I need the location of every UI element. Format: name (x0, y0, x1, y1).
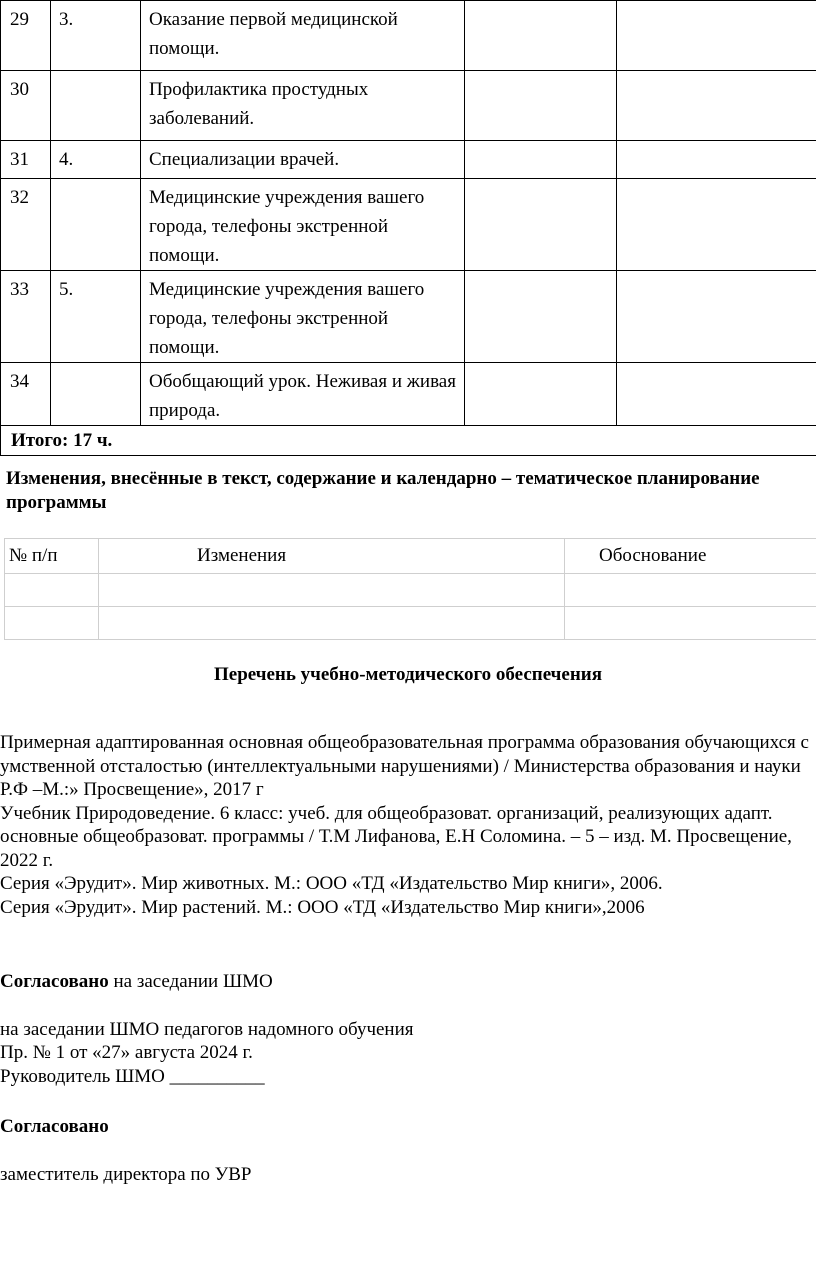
list-item: Примерная адаптированная основная общеобразовательная программа образования обучающихся с умственной отсталостью (интеллектуальными нарушениями) / Министерства образования и науки Р.Ф –М.:» Просвещение», 2017 г (0, 732, 809, 800)
table-header-row (5, 539, 816, 574)
approval-title: Согласовано (0, 1116, 109, 1137)
section-number (51, 363, 141, 426)
section-number (51, 179, 141, 271)
table-row (1, 179, 816, 271)
lesson-topic: Медицинские учреждения вашего города, телефоны экстренной помощи. (141, 271, 465, 363)
list-item: Серия «Эрудит». Мир животных. М.: ООО «ТД «Издательство Мир книги», 2006. (0, 873, 663, 894)
list-item: Учебник Природоведение. 6 класс: учеб. для общеобразоват. организаций, реализующих адапт. основные общеобразоват. программы / Т.М Лифанова, Е.Н Соломина. – 5 – изд. М. Просвещение, 2022 г. (0, 802, 792, 871)
changes-heading: Изменения, внесённые в текст, содержание и календарно – тематическое планирование программы (6, 468, 760, 513)
empty-cell (617, 179, 816, 271)
table-row (1, 363, 816, 426)
approval-title: Согласовано (0, 971, 109, 992)
empty-cell (5, 574, 99, 607)
empty-cell (465, 71, 617, 141)
empty-cell (565, 607, 816, 640)
spacer (0, 994, 816, 1018)
empty-cell (465, 363, 617, 426)
empty-cell (5, 607, 99, 640)
empty-cell (617, 1, 816, 71)
approval-line: заместитель директора по УВР (0, 1163, 252, 1185)
row-number: 33 (1, 271, 51, 363)
section-number: 3. (51, 1, 141, 71)
empty-cell (465, 271, 617, 363)
empty-cell (99, 607, 565, 640)
table-row (1, 71, 816, 141)
section-number (51, 71, 141, 141)
column-header-reason: Обоснование (565, 539, 816, 574)
empty-cell (617, 271, 816, 363)
column-header-changes: Изменения (99, 539, 565, 574)
lesson-topic: Специализации врачей. (141, 141, 465, 179)
lessons-table (0, 0, 816, 456)
section-number: 4. (51, 141, 141, 179)
approval-title-rest: на заседании ШМО (108, 971, 273, 992)
approval-block-shmo (0, 970, 816, 1088)
approval-line: Руководитель ШМО __________ (0, 1065, 265, 1087)
methods-heading: Перечень учебно-методического обеспечения (213, 664, 602, 685)
approval-line: на заседании ШМО педагогов надомного обучения (0, 1018, 414, 1040)
column-header-number: № п/п (5, 539, 99, 574)
total-hours: Итого: 17 ч. (1, 426, 816, 456)
row-number: 31 (1, 141, 51, 179)
table-row (1, 271, 816, 363)
table-row (1, 1, 816, 71)
empty-cell (617, 141, 816, 179)
approval-block-deputy (0, 1115, 816, 1186)
empty-cell (465, 141, 617, 179)
table-row (1, 141, 816, 179)
approval-title-line (0, 970, 816, 994)
total-row (1, 426, 816, 456)
empty-cell (617, 71, 816, 141)
approval-line: Пр. № 1 от «27» августа 2024 г. (0, 1042, 253, 1063)
empty-cell (465, 179, 617, 271)
lesson-topic: Медицинские учреждения вашего города, телефоны экстренной помощи. (141, 179, 465, 271)
list-item: Серия «Эрудит». Мир растений. М.: ООО «ТД «Издательство Мир книги»,2006 (0, 896, 645, 918)
empty-cell (465, 1, 617, 71)
methods-list (0, 731, 816, 919)
lesson-topic: Обобщающий урок. Неживая и живая природа. (141, 363, 465, 426)
table-row (5, 574, 816, 607)
section-number: 5. (51, 271, 141, 363)
row-number: 34 (1, 363, 51, 426)
empty-cell (617, 363, 816, 426)
empty-cell (99, 574, 565, 607)
row-number: 32 (1, 179, 51, 271)
lesson-topic: Профилактика простудных заболеваний. (141, 71, 465, 141)
lesson-topic: Оказание первой медицинской помощи. (141, 1, 465, 71)
changes-table (4, 538, 816, 640)
empty-cell (565, 574, 816, 607)
row-number: 30 (1, 71, 51, 141)
row-number: 29 (1, 1, 51, 71)
table-row (5, 607, 816, 640)
spacer (0, 1139, 816, 1163)
